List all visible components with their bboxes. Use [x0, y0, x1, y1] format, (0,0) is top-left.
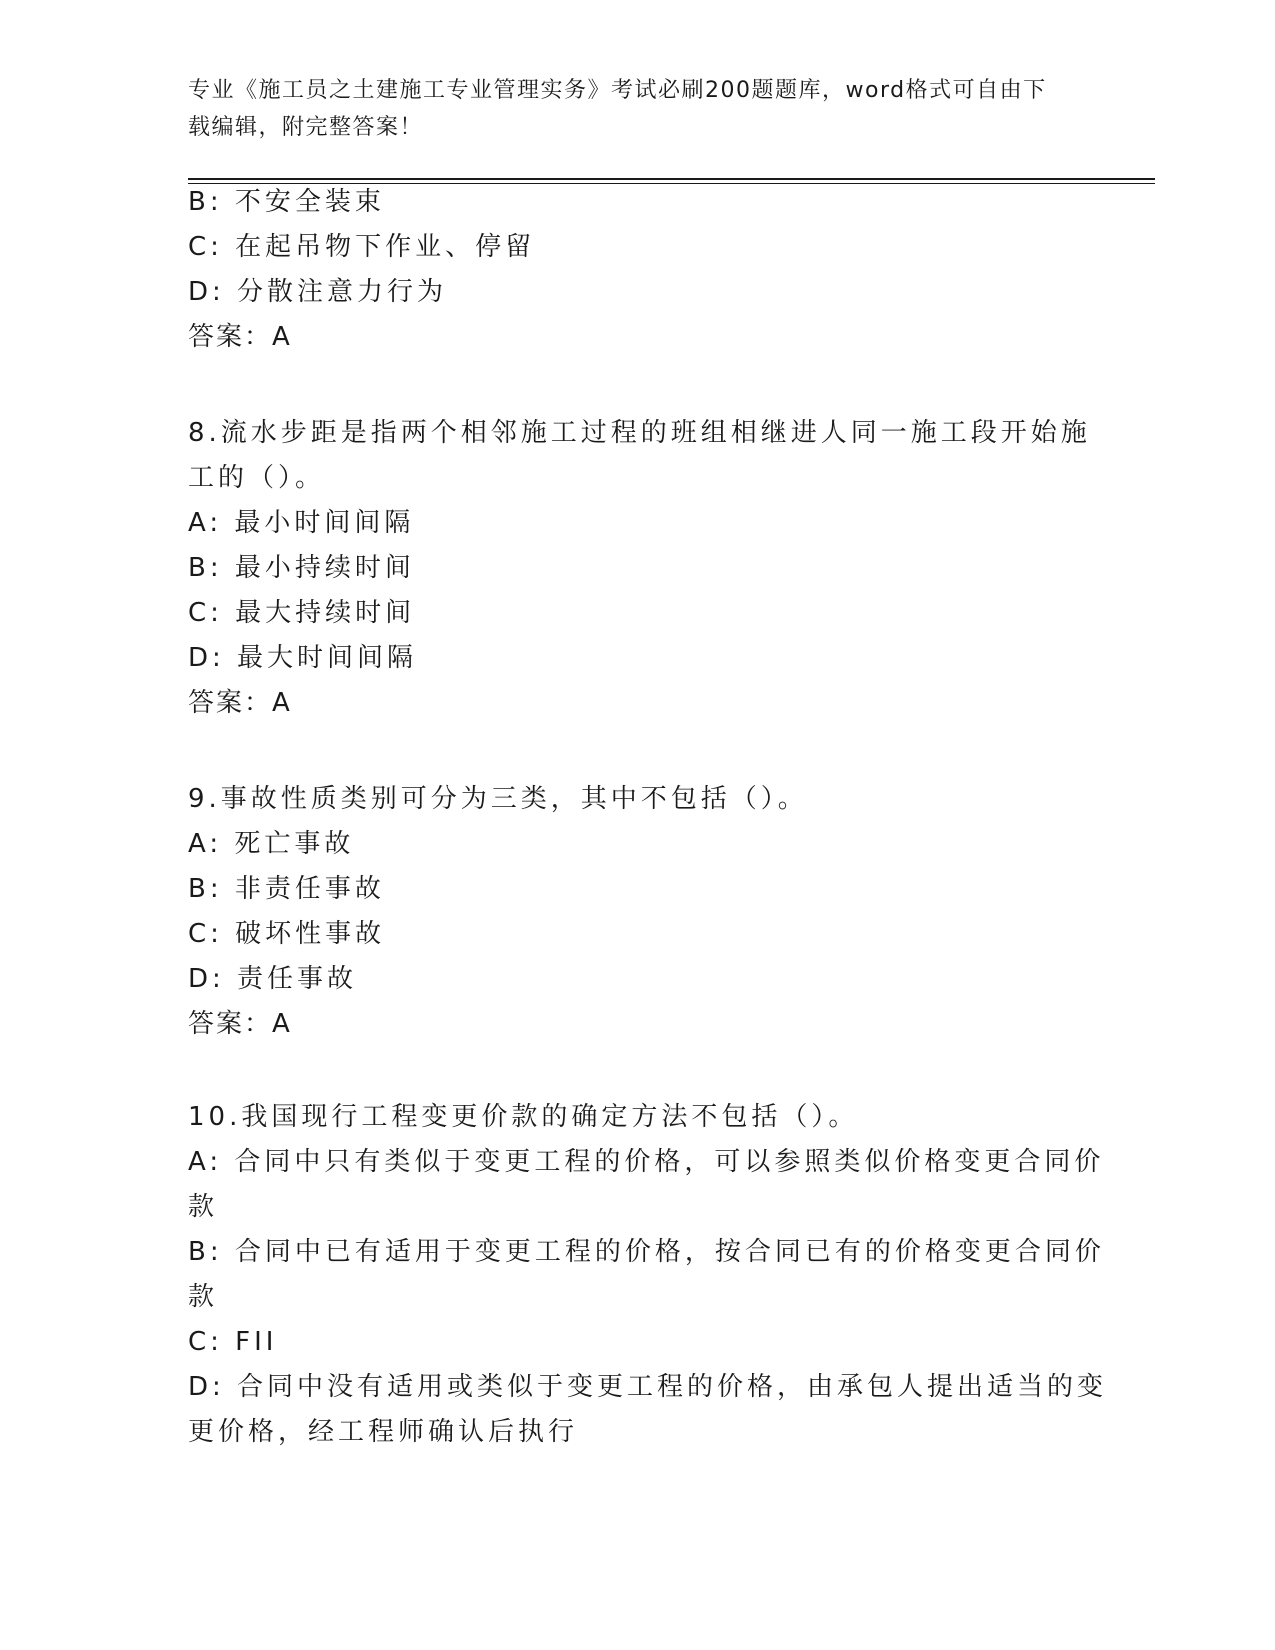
q8-option-d: D: 最大时间间隔 — [188, 643, 418, 673]
q7-option-d: D: 分散注意力行为 — [188, 277, 448, 307]
q7-answer: 答案：A — [188, 322, 292, 352]
q8-option-b: B: 最小持续时间 — [188, 553, 415, 583]
q8-stem-line2: 工的（）。 — [188, 463, 326, 493]
header-divider-thin — [188, 183, 1155, 184]
q10-option-d-line1: D: 合同中没有适用或类似于变更工程的价格，由承包人提出适当的变 — [188, 1372, 1108, 1402]
q9-option-b: B: 非责任事故 — [188, 874, 385, 904]
q7-option-b: B: 不安全装束 — [188, 187, 385, 217]
q9-stem: 9.事故性质类别可分为三类，其中不包括（）。 — [188, 784, 808, 814]
q10-stem: 10.我国现行工程变更价款的确定方法不包括（）。 — [188, 1102, 859, 1132]
q10-option-c: C: FII — [188, 1327, 278, 1357]
q8-option-c: C: 最大持续时间 — [188, 598, 416, 628]
q10-option-b-line2: 款 — [188, 1282, 219, 1312]
q9-option-a: A: 死亡事故 — [188, 829, 355, 859]
q8-answer: 答案：A — [188, 688, 292, 718]
q10-option-a-line2: 款 — [188, 1192, 219, 1222]
q9-option-d: D: 责任事故 — [188, 964, 358, 994]
q10-option-a-line1: A: 合同中只有类似于变更工程的价格，可以参照类似价格变更合同价 — [188, 1147, 1105, 1177]
q9-answer: 答案：A — [188, 1009, 292, 1039]
q7-option-c: C: 在起吊物下作业、停留 — [188, 232, 536, 262]
q8-stem-line1: 8.流水步距是指两个相邻施工过程的班组相继进人同一施工段开始施 — [188, 418, 1091, 448]
q10-option-d-line2: 更价格，经工程师确认后执行 — [188, 1417, 579, 1447]
header-note: 专业《施工员之土建施工专业管理实务》考试必刷200题题库，word格式可自由下载编辑，附完整答案！ — [188, 78, 1047, 140]
header-divider-thick — [188, 178, 1155, 180]
q10-option-b-line1: B: 合同中已有适用于变更工程的价格，按合同已有的价格变更合同价 — [188, 1237, 1105, 1267]
q8-option-a: A: 最小时间间隔 — [188, 508, 415, 538]
q9-option-c: C: 破坏性事故 — [188, 919, 386, 949]
